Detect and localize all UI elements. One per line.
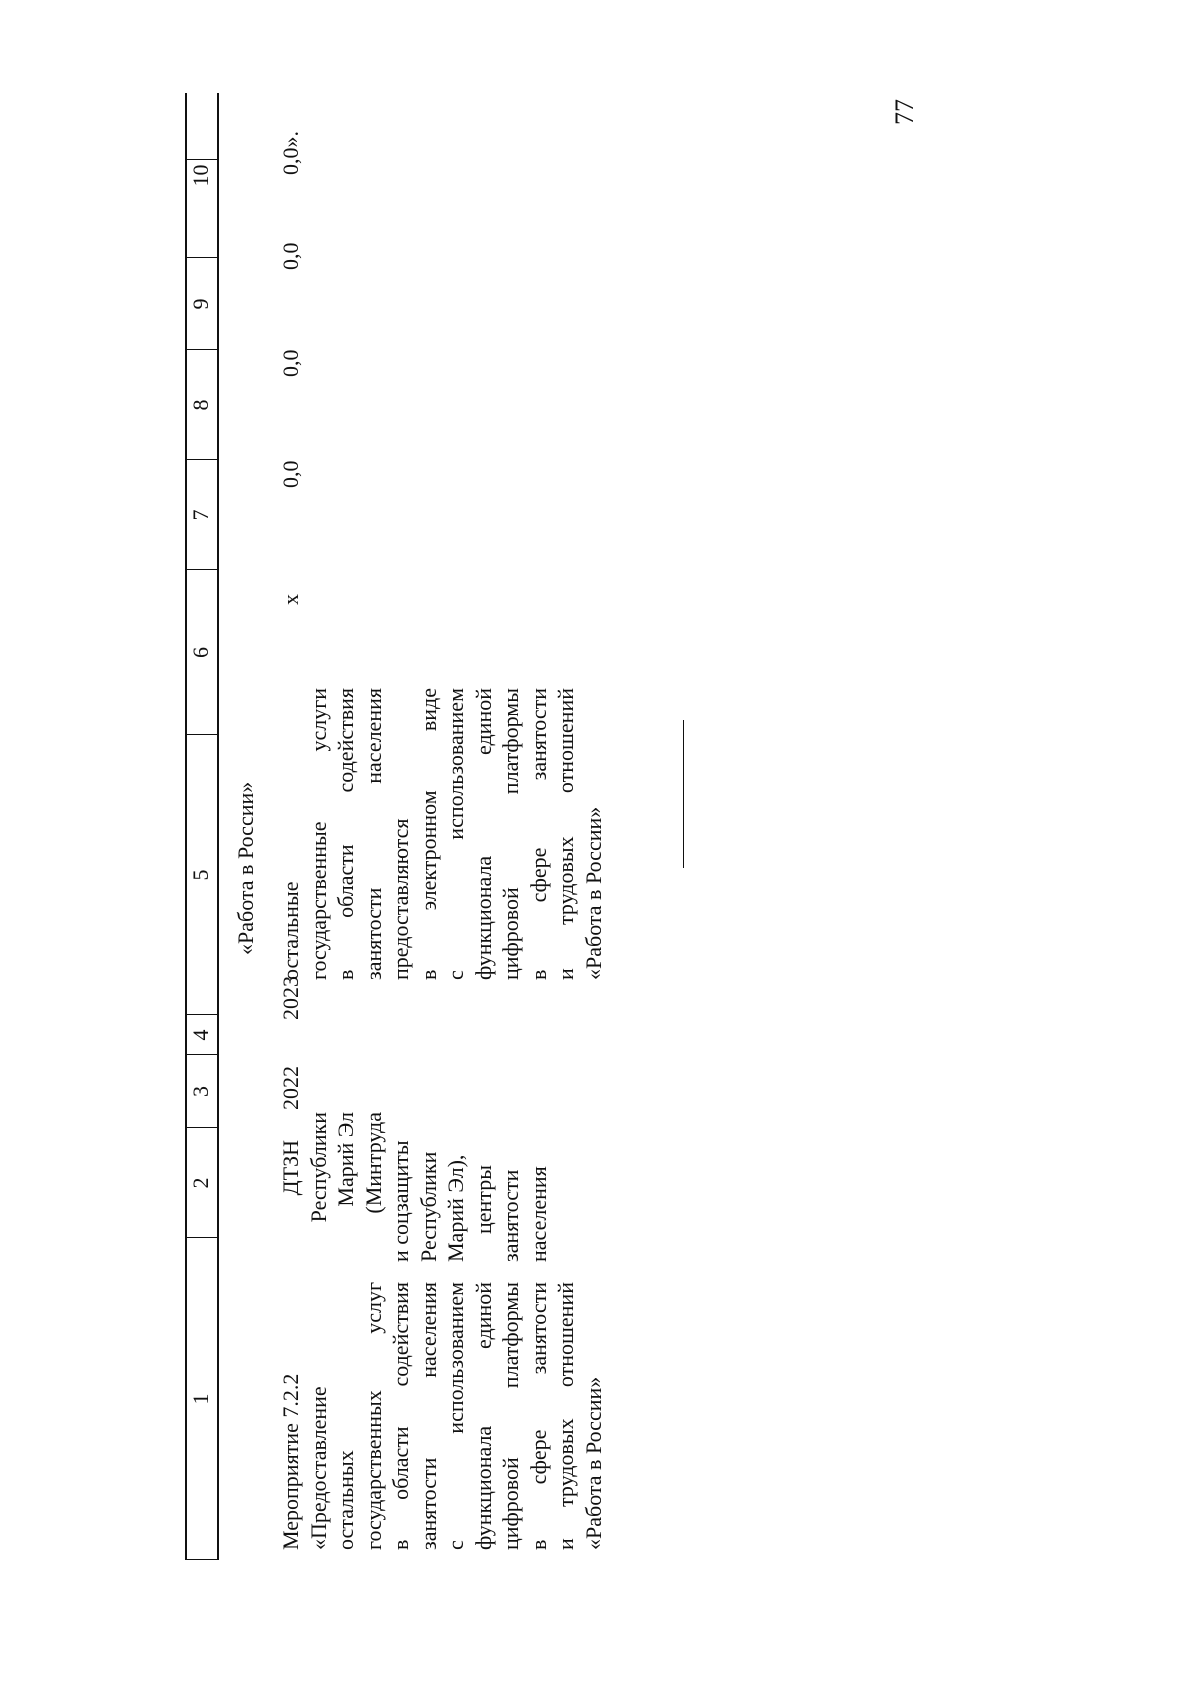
text-line: цифровой платформы (498, 1282, 523, 1550)
text-line: «Предоставление (305, 1386, 331, 1550)
column-header-3: 3 (188, 1086, 213, 1097)
text-line: с использованием (443, 1282, 468, 1550)
text-line: остальные (278, 881, 303, 980)
column-header-1: 1 (188, 1393, 213, 1405)
end-separator-line (683, 720, 684, 868)
text-line: в области содействия (333, 688, 358, 980)
column-header-7: 7 (188, 509, 213, 521)
cell-start-year: 2022 (278, 1066, 303, 1110)
continuation-text: «Работа в России» (233, 781, 258, 955)
cell-col10-value: 0,0». (278, 131, 303, 175)
page-number: 77 (890, 99, 919, 125)
cell-col8-value: 0,0 (278, 349, 303, 377)
text-line: в сфере занятости (525, 688, 551, 980)
text-line: и трудовых отношений (553, 688, 578, 980)
cell-executor (277, 1112, 552, 1262)
text-line: Марий Эл), (443, 1154, 468, 1262)
column-header-8: 8 (188, 399, 213, 411)
text-line: центры (470, 1165, 496, 1234)
cell-col7-value: 0,0 (278, 460, 303, 488)
text-line: функционала единой (470, 688, 496, 980)
text-line: Марий Эл (333, 1112, 358, 1207)
text-line: населения (525, 1166, 551, 1262)
cell-measure-name (277, 1282, 607, 1550)
cell-expected-result (277, 688, 607, 980)
text-line: и соцзащиты (388, 1140, 413, 1262)
column-header-10: 10 (188, 164, 213, 187)
text-line: с использованием (443, 688, 468, 980)
column-header-2: 2 (188, 1177, 213, 1189)
text-line: остальных (333, 1450, 358, 1550)
text-line: в сфере занятости (525, 1282, 551, 1550)
cell-col6-value: х (278, 594, 303, 605)
text-line: «Работа в России» (580, 806, 606, 980)
column-header-5: 5 (188, 869, 213, 881)
text-line: в области содействия (388, 1282, 413, 1550)
text-line: и трудовых отношений (553, 1282, 578, 1550)
text-line: ДТЗН (278, 1140, 303, 1196)
text-line: занятости населения (415, 1282, 441, 1550)
text-line: занятости населения (360, 688, 386, 980)
text-line: предоставляются (388, 818, 413, 980)
table-header-bottom-border (217, 93, 219, 1560)
text-line: государственных услуг (360, 1282, 386, 1550)
text-line: цифровой платформы (498, 688, 523, 980)
cell-end-year: 2023 (278, 976, 303, 1020)
text-line: Республики (415, 1151, 441, 1262)
text-line: занятости (498, 1169, 523, 1262)
column-header-6: 6 (188, 647, 213, 658)
column-header-4: 4 (188, 1029, 213, 1041)
text-line: Мероприятие 7.2.2 (278, 1373, 303, 1550)
column-header-9: 9 (188, 298, 213, 310)
text-line: «Работа в России» (580, 1376, 606, 1550)
rotated-table-sheet (185, 60, 605, 1560)
text-line: государственные услуги (305, 688, 331, 980)
text-line: (Минтруда (360, 1112, 386, 1214)
text-line: Республики (305, 1112, 331, 1223)
text-line: функционала единой (470, 1282, 496, 1550)
cell-col9-value: 0,0 (278, 242, 303, 270)
text-line: в электронном виде (415, 688, 441, 980)
